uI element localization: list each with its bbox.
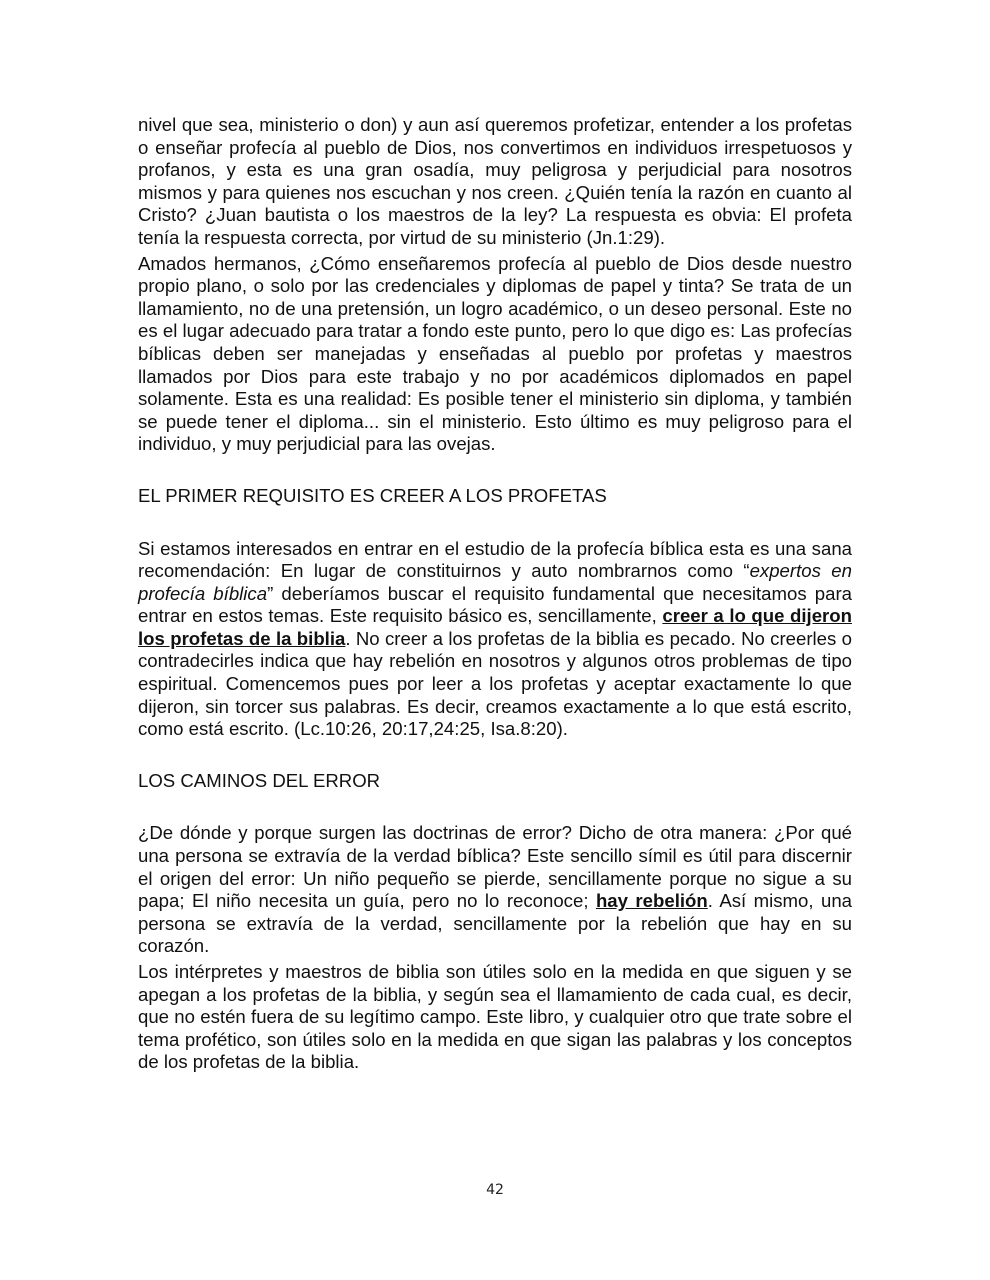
paragraph-text: Si estamos interesados en entrar en el estudio de la profecía bíblica esta es una sana recomendación: En lugar de constituirnos y auto nombrarnos como “ bbox=[138, 537, 852, 582]
page-number: 42 bbox=[486, 1182, 504, 1198]
paragraph-text: ” deberíamos buscar el requisito fundamental que necesitamos para entrar en estos temas. Este requisito básico es, sencillamente, bbox=[138, 582, 852, 627]
paragraph-first-requirement bbox=[138, 538, 852, 741]
emphasized-phrase: creer a lo que dijeron los profetas de la biblia bbox=[138, 605, 852, 649]
emphasized-phrase: hay rebelión bbox=[595, 890, 708, 912]
paragraph-text: . Así mismo, una persona se extravía de la verdad, sencillamente por la rebelión que hay en su corazón. bbox=[138, 890, 853, 957]
paragraph-interpreters: Los intérpretes y maestros de biblia son útiles solo en la medida en que siguen y se apegan a los profetas de la biblia, y según sea el llamamiento de cada cual, es decir, que no estén fuera de su legítimo campo. Este libro, y cualquier otro que trate sobre el tema profético, son útiles solo en la medida en que sigan las palabras y los conceptos de los profetas de la biblia. bbox=[138, 961, 852, 1073]
section-heading-first-requirement: EL PRIMER REQUISITO ES CREER A LOS PROFETAS bbox=[138, 484, 607, 506]
document-body bbox=[138, 114, 852, 1074]
paragraph-ministry-continuation: nivel que sea, ministerio o don) y aun así queremos profetizar, entender a los profetas o enseñar profecía al pueblo de Dios, nos convertimos en individuos irrespetuosos y profanos, y esta es una gran osadía, muy peligrosa y perjudicial para nosotros mismos y para quienes nos escuchan y nos creen. ¿Quién tenía la razón en cuanto al Cristo? ¿Juan bautista o los maestros de la ley? La respuesta es obvia: El profeta tenía la respuesta correcta, por virtud de su ministerio (Jn.1:29). bbox=[138, 114, 852, 248]
section-heading-error-paths: LOS CAMINOS DEL ERROR bbox=[138, 769, 381, 791]
paragraph-text: ¿De dónde y porque surgen las doctrinas de error? Dicho de otra manera: ¿Por qué una persona se extravía de la verdad bíblica? Este sencillo símil es útil para discernir el origen del error: Un niño pequeño se pierde, sencillamente porque no sigue a su papa; El niño necesita un guía, pero no lo reconoce; bbox=[138, 822, 852, 912]
italic-phrase: expertos en profecía bíblica bbox=[138, 560, 852, 604]
paragraph-text: . No creer a los profetas de la biblia es pecado. No creerles o contradecirles indica que hay rebelión en nosotros y algunos otros problemas de tipo espiritual. Comencemos pues por leer a los profetas y aceptar exactamente lo que dijeron, sin torcer sus palabras. Es decir, creamos exactamente a lo que está escrito, como está escrito. (Lc.10:26, 20:17,24:25, Isa.8:20). bbox=[138, 627, 852, 740]
paragraph-error-origin bbox=[138, 822, 852, 958]
paragraph-amados-hermanos: Amados hermanos, ¿Cómo enseñaremos profecía al pueblo de Dios desde nuestro propio plano, o solo por las credenciales y diplomas de papel y tinta? Se trata de un llamamiento, no de una pretensión, un logro académico, o un deseo personal. Este no es el lugar adecuado para tratar a fondo este punto, pero lo que digo es: Las profecías bíblicas deben ser manejadas y enseñadas al pueblo por profetas y maestros llamados por Dios para este trabajo y no por académicos diplomados en papel solamente. Esta es una realidad: Es posible tener el ministerio sin diploma, y también se puede tener el diploma... sin el ministerio. Esto último es muy peligroso para el individuo, y muy perjudicial para las ovejas. bbox=[138, 252, 852, 455]
